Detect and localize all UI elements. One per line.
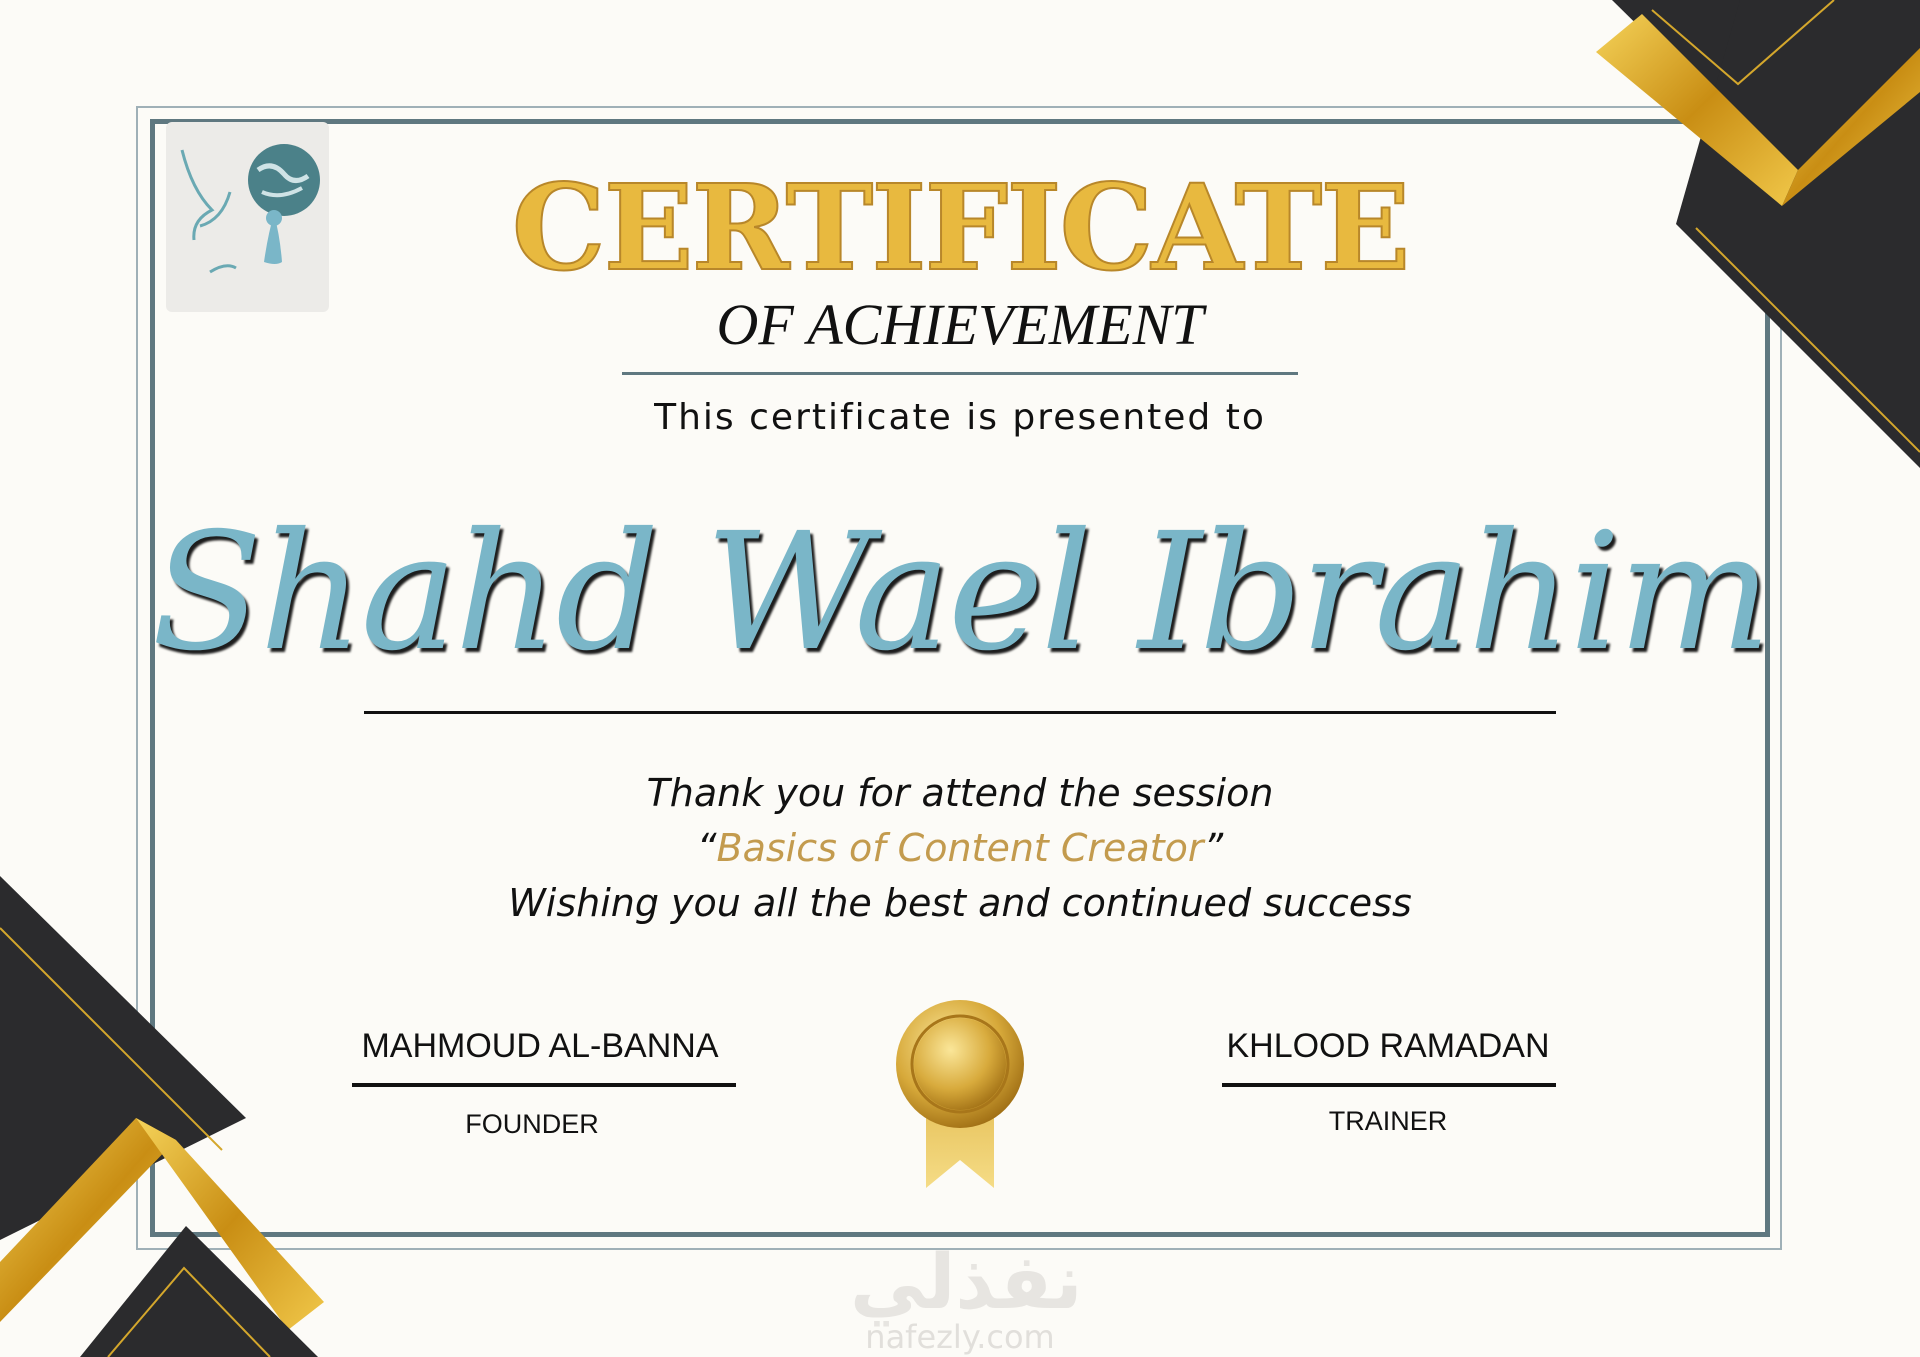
open-quote: “	[696, 826, 717, 870]
certificate-subtitle: OF ACHIEVEMENT	[716, 292, 1204, 357]
header-divider	[622, 372, 1298, 375]
trainer-role: TRAINER	[1328, 1106, 1448, 1136]
trainer-name: KHLOOD RAMADAN	[1226, 1027, 1550, 1065]
message-line-1: Thank you for attend the session	[646, 771, 1274, 815]
watermark-arabic: نفذلي	[850, 1237, 1083, 1326]
message-line-3: Wishing you all the best and continued success	[508, 881, 1412, 925]
trainer-signature-line	[1222, 1083, 1556, 1087]
gold-seal-icon	[890, 998, 1030, 1192]
watermark-url: nafezly.com	[865, 1318, 1055, 1356]
close-quote: ”	[1203, 826, 1224, 870]
recipient-name: Shahd Wael Ibrahim	[151, 499, 1769, 687]
bottom-left-corner	[0, 876, 324, 1357]
presented-to-text: This certificate is presented to	[654, 397, 1266, 438]
session-title: Basics of Content Creator	[716, 826, 1204, 870]
certificate-title: CERTIFICATE	[511, 158, 1409, 297]
founder-name: MAHMOUD AL-BANNA	[361, 1027, 719, 1065]
name-underline	[364, 711, 1556, 714]
founder-role: FOUNDER	[465, 1109, 599, 1139]
message-line-session	[0, 821, 1920, 875]
founder-signature-line	[352, 1083, 736, 1087]
